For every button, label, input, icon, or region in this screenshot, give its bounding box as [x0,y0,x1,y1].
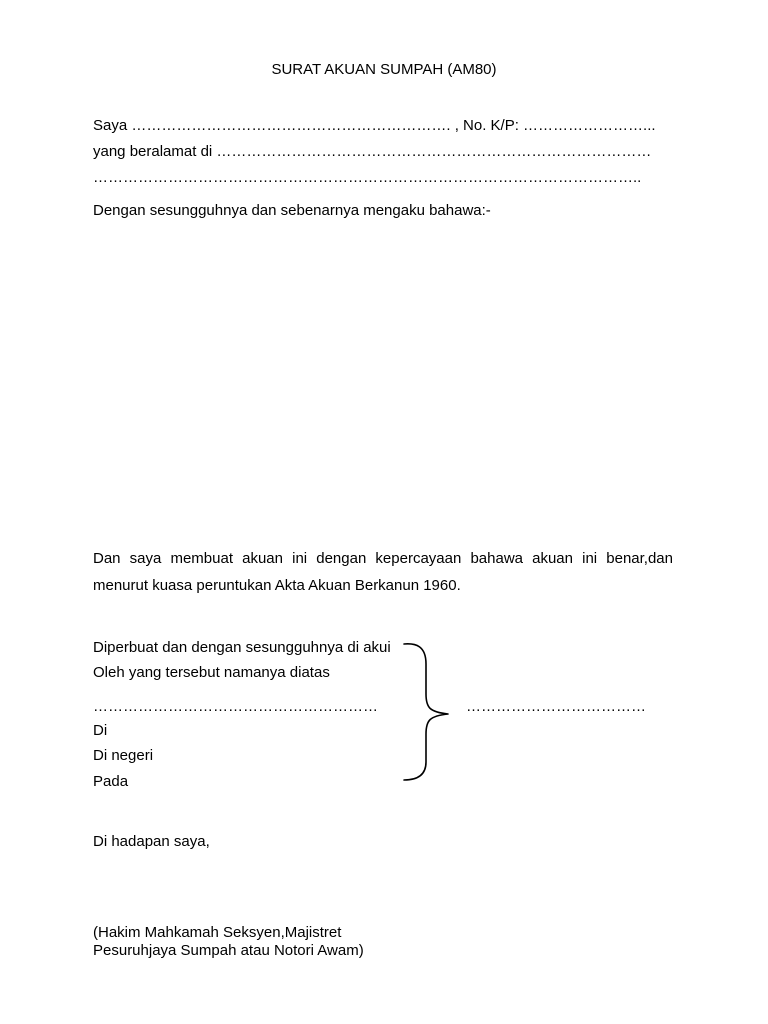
alamat-line: yang beralamat di …………………………………………………………………………… [93,143,652,160]
signature-dots-left: ………………………………………………… [93,698,378,715]
address-dots-line: ……………………………………………………………………………………………….. [93,169,642,186]
saya-line: Saya ………………………………………………………. , No. K/P: ……………………... [93,117,656,134]
akuan-line-2: menurut kuasa peruntukan Akta Akuan Berkanun 1960. [93,577,461,594]
di-negeri-label: Di negeri [93,747,154,764]
oleh-line: Oleh yang tersebut namanya diatas [93,664,330,681]
hakim-line-2: Pesuruhjaya Sumpah atau Notori Awam) [93,942,364,959]
document-title: SURAT AKUAN SUMPAH (AM80) [271,61,497,78]
signature-dots-right: ……………………………… [466,698,646,715]
di-hadapan-line: Di hadapan saya, [93,833,210,850]
mengaku-line: Dengan sesungguhnya dan sebenarnya mengaku bahawa:- [93,202,491,219]
pada-label: Pada [93,773,129,790]
akuan-line-1: Dan saya membuat akuan ini dengan kepercayaan bahawa akuan ini benar,dan [93,550,673,567]
diperbuat-line: Diperbuat dan dengan sesungguhnya di akui [93,639,391,656]
curly-brace [398,642,454,784]
di-label: Di [93,722,108,739]
hakim-line-1: (Hakim Mahkamah Seksyen,Majistret [93,924,342,941]
